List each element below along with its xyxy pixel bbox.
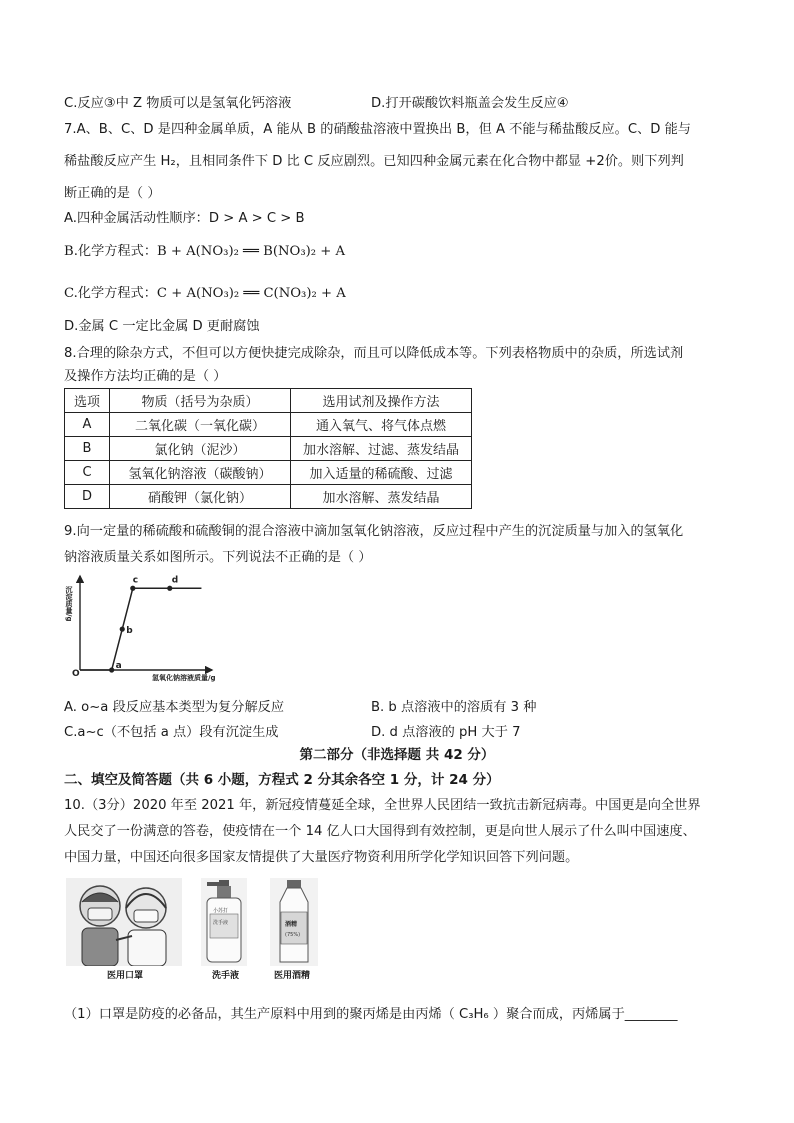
svg-text:(75%): (75%) [285,932,301,938]
q9-option-d: D. d 点溶液的 pH 大于 7 [371,725,521,740]
q8-stem-line2: 及操作方法均正确的是（ ） [64,369,227,384]
q9-option-c: C.a~c（不包括 a 点）段有沉淀生成 [64,725,279,740]
q10-line3: 中国力量，中国还向很多国家友情提供了大量医疗物资利用所学化学知识回答下列问题。 [64,850,579,865]
table-cell: 硝酸钾（氯化钠） [110,485,291,509]
data-point-c [130,586,135,591]
table-cell: 通入氧气、将气体点燃 [291,413,472,437]
point-label-d: d [171,575,179,586]
q10-line2: 人民交了一份满意的答卷，使疫情在一个 14 亿人口大国得到有效控制，更是向世人展示了什么叫中国速度、 [64,824,696,839]
table-cell: 加入适量的稀硫酸、过滤 [291,461,472,485]
data-point-d [167,586,172,591]
table-row [65,485,472,509]
q9-option-a: A. o~a 段反应基本类型为复分解反应 [64,700,285,715]
table-cell: 氯化钠（泥沙） [110,437,291,461]
hand-sanitizer-image [201,878,247,966]
table-cell: 加水溶解、过滤、蒸发结晶 [291,437,472,461]
series-line [80,588,201,670]
q9-stem-line2: 钠溶液质量关系如图所示。下列说法不正确的是（ ） [64,550,372,565]
table-cell: 加水溶解、蒸发结晶 [291,485,472,509]
table-row [65,437,472,461]
caption-hand-sanitizer: 洗手液 [212,971,240,981]
q7-stem-line2: 稀盐酸反应产生 H₂，且相同条件下 D 比 C 反应剧烈。已知四种金属元素在化合物中都显 +2价。则下列判 [64,154,684,169]
y-axis-label: 沉淀质量/g [65,586,73,622]
table-cell: 二氧化碳（一氧化碳） [110,413,291,437]
data-point-a [109,667,114,672]
section-heading: 二、填空及简答题（共 6 小题，方程式 2 分其余各空 1 分，计 24 分） [64,772,500,788]
table-row [65,413,472,437]
q7-option-d: D.金属 C 一定比金属 D 更耐腐蚀 [64,319,260,334]
svg-text:小苏打: 小苏打 [213,908,229,914]
data-point-b [120,627,125,632]
table-cell: D [65,485,110,509]
q7-option-b: B.化学方程式：B + A(NO₃)₂ ══ B(NO₃)₂ + A [64,244,345,259]
medical-mask-illustration [66,878,182,966]
q6-option-c: C.反应③中 Z 物质可以是氢氧化钙溶液 [64,96,292,111]
q6-option-d: D.打开碳酸饮料瓶盖会发生反应④ [371,96,569,111]
medical-alcohol-image [270,878,318,966]
q9-option-b: B. b 点溶液中的溶质有 3 种 [371,700,537,715]
part2-title: 第二部分（非选择题 共 42 分） [299,747,495,763]
table-cell: A [65,413,110,437]
q10-line1: 10.（3分）2020 年至 2021 年，新冠疫情蔓延全球，全世界人民团结一致抗击新冠病毒。中国更是向全世界 [64,798,701,813]
table-header-cell: 选用试剂及操作方法 [291,389,472,413]
q9-stem-line1: 9.向一定量的稀硫酸和硫酸铜的混合溶液中滴加氢氧化钠溶液，反应过程中产生的沉淀质量与加入的氢氧化 [64,524,684,539]
q7-stem-line3: 断正确的是（ ） [64,186,161,201]
q8-table [64,388,472,509]
x-axis-label: 氢氧化钠溶液质量/g [152,674,216,682]
q7-stem-line1: 7.A、B、C、D 是四种金属单质，A 能从 B 的硝酸盐溶液中置换出 B，但 A 不能与稀盐酸反应。C、D 能与 [64,122,691,137]
q7-option-a: A.四种金属活动性顺序：D > A > C > B [64,211,305,226]
table-header-row [65,389,472,413]
table-header-cell: 物质（括号为杂质） [110,389,291,413]
table-cell: C [65,461,110,485]
q7-option-c: C.化学方程式：C + A(NO₃)₂ ══ C(NO₃)₂ + A [64,286,346,301]
table-cell: B [65,437,110,461]
point-label-a: a [115,661,122,671]
table-row [65,461,472,485]
svg-text:酒精: 酒精 [285,921,298,928]
table-cell: 氢氧化钠溶液（碳酸钠） [110,461,291,485]
point-label-O: O [72,669,80,679]
q8-stem-line1: 8.合理的除杂方式，不但可以方便快捷完成除杂，而且可以降低成本等。下列表格物质中的杂质，所选试剂 [64,346,684,361]
q10-subquestion-1: （1）口罩是防疫的必备品，其生产原料中用到的聚丙烯是由丙烯（ C₃H₆ ）聚合而成，丙烯属于________ [64,1007,678,1022]
caption-medical-alcohol: 医用酒精 [274,971,311,981]
point-label-c: c [132,575,139,586]
precipitate-chart [60,572,230,688]
point-label-b: b [126,626,133,637]
svg-text:洗手液: 洗手液 [213,920,229,926]
caption-mask: 医用口罩 [107,971,144,981]
table-header-cell: 选项 [65,389,110,413]
